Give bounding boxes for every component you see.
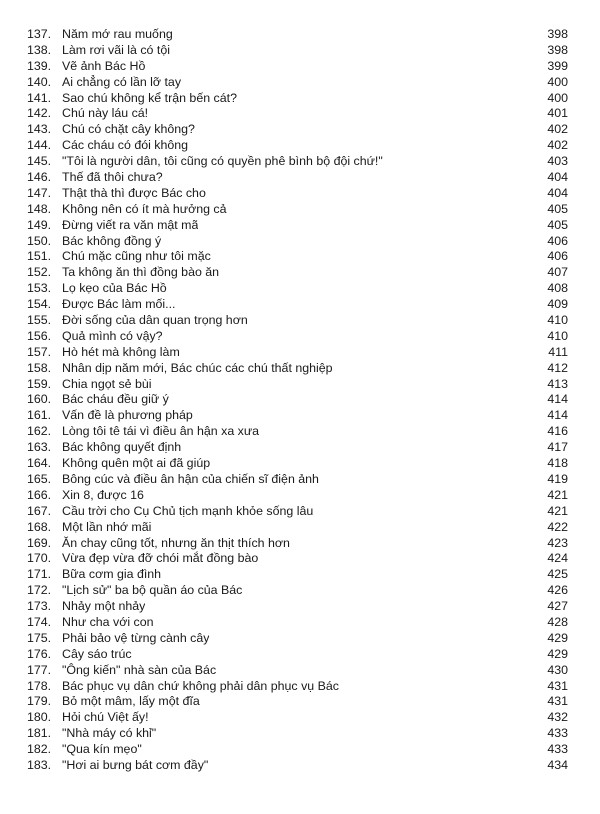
toc-entry xyxy=(0,249,600,265)
entry-page-number: 419 xyxy=(547,471,568,486)
entry-number: 141. xyxy=(27,90,52,105)
entry-number: 152. xyxy=(27,265,52,280)
entry-number: 148. xyxy=(27,201,52,216)
entry-title: "Tôi là người dân, tôi cũng có quyền phê bình bộ đội chứ!" xyxy=(62,154,383,169)
entry-number: 161. xyxy=(27,408,52,423)
entry-title: Xin 8, được 16 xyxy=(62,487,144,502)
entry-page-number: 413 xyxy=(547,376,568,391)
entry-page-number: 426 xyxy=(547,583,568,598)
entry-title: Bông cúc và điều ân hận của chiến sĩ điện ảnh xyxy=(62,471,319,486)
entry-number: 147. xyxy=(27,185,52,200)
entry-title: Hỏi chú Việt ấy! xyxy=(62,710,149,725)
entry-number: 171. xyxy=(27,567,52,582)
entry-number: 172. xyxy=(27,583,52,598)
entry-title: Đời sống của dân quan trọng hơn xyxy=(62,313,248,328)
entry-number: 139. xyxy=(27,58,52,73)
entry-page-number: 417 xyxy=(547,440,568,455)
entry-page-number: 424 xyxy=(547,551,568,566)
entry-page-number: 418 xyxy=(547,456,568,471)
entry-title: Bác phục vụ dân chứ không phải dân phục vụ Bác xyxy=(62,678,339,693)
entry-title: Lọ kẹo của Bác Hồ xyxy=(62,281,167,296)
entry-page-number: 412 xyxy=(547,360,568,375)
entry-number: 159. xyxy=(27,376,52,391)
toc-entry xyxy=(0,265,600,281)
entry-page-number: 398 xyxy=(547,42,568,57)
entry-page-number: 405 xyxy=(547,217,568,232)
entry-number: 166. xyxy=(27,487,52,502)
entry-number: 178. xyxy=(27,678,52,693)
toc-entry xyxy=(0,234,600,250)
toc-entry xyxy=(0,313,600,329)
toc-entry xyxy=(0,758,600,774)
entry-title: "Nhà máy có khỉ" xyxy=(62,726,157,741)
toc-entry xyxy=(0,106,600,122)
entry-number: 150. xyxy=(27,233,52,248)
entry-number: 158. xyxy=(27,360,52,375)
entry-number: 146. xyxy=(27,170,52,185)
entry-title: Được Bác làm mối... xyxy=(62,297,176,312)
entry-page-number: 404 xyxy=(547,170,568,185)
entry-title: Chú có chặt cây không? xyxy=(62,122,195,137)
entry-title: Năm mớ rau muống xyxy=(62,27,173,41)
entry-title: Nhảy một nhảy xyxy=(62,599,146,614)
entry-title: Ăn chay cũng tốt, nhưng ăn thịt thích hơn xyxy=(62,535,290,550)
toc-entry xyxy=(0,27,600,43)
entry-title: Hò hét mà không làm xyxy=(62,344,180,359)
entry-number: 160. xyxy=(27,392,52,407)
entry-page-number: 414 xyxy=(547,392,568,407)
entry-title: Chia ngọt sẻ bùi xyxy=(62,376,152,391)
toc-entry xyxy=(0,742,600,758)
entry-page-number: 398 xyxy=(547,27,568,41)
entry-title: Vấn đề là phương pháp xyxy=(62,408,193,423)
entry-title: Bác cháu đều giữ ý xyxy=(62,392,169,407)
entry-page-number: 411 xyxy=(548,344,568,359)
entry-number: 176. xyxy=(27,646,52,661)
entry-number: 138. xyxy=(27,42,52,57)
entry-page-number: 408 xyxy=(547,281,568,296)
entry-number: 168. xyxy=(27,519,52,534)
entry-page-number: 410 xyxy=(547,328,568,343)
entry-number: 143. xyxy=(27,122,52,137)
toc-entry xyxy=(0,424,600,440)
toc-entry xyxy=(0,218,600,234)
toc-entry xyxy=(0,377,600,393)
toc-entry xyxy=(0,329,600,345)
entry-page-number: 421 xyxy=(547,487,568,502)
entry-number: 140. xyxy=(27,74,52,89)
entry-number: 137. xyxy=(27,27,52,41)
entry-page-number: 423 xyxy=(547,535,568,550)
entry-number: 165. xyxy=(27,471,52,486)
entry-number: 167. xyxy=(27,503,52,518)
entry-title: Sao chú không kể trận bến cát? xyxy=(62,90,237,105)
entry-title: Lòng tôi tê tái vì điều ân hận xa xưa xyxy=(62,424,260,439)
entry-number: 181. xyxy=(27,726,52,741)
entry-page-number: 409 xyxy=(547,297,568,312)
toc-entry xyxy=(0,43,600,59)
entry-title: "Lịch sử" ba bộ quần áo của Bác xyxy=(62,583,243,598)
toc-entry xyxy=(0,170,600,186)
toc-entry xyxy=(0,710,600,726)
toc-entry xyxy=(0,631,600,647)
entry-number: 157. xyxy=(27,344,52,359)
toc-entry xyxy=(0,647,600,663)
entry-title: Các cháu có đói không xyxy=(62,138,189,153)
entry-title: "Hơi ai bưng bát cơm đầy" xyxy=(62,757,209,772)
toc-entry xyxy=(0,138,600,154)
entry-page-number: 416 xyxy=(547,424,568,439)
entry-title: Chú mặc cũng như tôi mặc xyxy=(62,249,211,264)
toc-entry xyxy=(0,679,600,695)
entry-number: 142. xyxy=(27,106,52,121)
toc-entry xyxy=(0,59,600,75)
entry-number: 153. xyxy=(27,281,52,296)
entry-number: 173. xyxy=(27,599,52,614)
entry-page-number: 401 xyxy=(547,106,568,121)
entry-title: Vừa đẹp vừa đỡ chói mắt đồng bào xyxy=(62,551,259,566)
entry-number: 156. xyxy=(27,328,52,343)
entry-title: Đừng viết ra văn mật mã xyxy=(62,217,199,232)
entry-number: 163. xyxy=(27,440,52,455)
entry-page-number: 422 xyxy=(547,519,568,534)
entry-number: 179. xyxy=(27,694,52,709)
entry-page-number: 406 xyxy=(547,249,568,264)
entry-page-number: 429 xyxy=(547,646,568,661)
entry-title: Một lần nhớ mãi xyxy=(62,519,152,534)
entry-page-number: 430 xyxy=(547,662,568,677)
entry-page-number: 402 xyxy=(547,122,568,137)
entry-page-number: 406 xyxy=(547,233,568,248)
toc-entry xyxy=(0,504,600,520)
entry-title: Không quên một ai đã giúp xyxy=(62,456,211,471)
toc-entry xyxy=(0,456,600,472)
entry-number: 162. xyxy=(27,424,52,439)
entry-number: 180. xyxy=(27,710,52,725)
entry-number: 149. xyxy=(27,217,52,232)
entry-title: Cầu trời cho Cụ Chủ tịch mạnh khỏe sống lâu xyxy=(62,503,314,518)
toc-entry xyxy=(0,122,600,138)
entry-number: 164. xyxy=(27,456,52,471)
entry-number: 155. xyxy=(27,313,52,328)
entry-page-number: 403 xyxy=(547,154,568,169)
toc-entry xyxy=(0,551,600,567)
toc-entry xyxy=(0,615,600,631)
entry-title: Cây sáo trúc xyxy=(62,646,132,661)
entry-title: Thật thà thì được Bác cho xyxy=(62,185,206,200)
entry-number: 183. xyxy=(27,757,52,772)
entry-title: Phải bảo vệ từng cành cây xyxy=(62,630,210,645)
entry-title: Thế đã thôi chưa? xyxy=(62,170,163,185)
toc-entry xyxy=(0,186,600,202)
entry-page-number: 402 xyxy=(547,138,568,153)
entry-page-number: 434 xyxy=(547,757,568,772)
toc-entry xyxy=(0,726,600,742)
entry-page-number: 425 xyxy=(547,567,568,582)
entry-page-number: 433 xyxy=(547,726,568,741)
entry-number: 154. xyxy=(27,297,52,312)
toc-entry xyxy=(0,488,600,504)
entry-title: Không nên có ít mà hưởng cả xyxy=(62,201,227,216)
entry-title: Vẽ ảnh Bác Hồ xyxy=(62,58,146,73)
toc-entry xyxy=(0,599,600,615)
entry-title: Ai chẳng có lần lỡ tay xyxy=(62,74,182,89)
entry-title: "Ông kiến" nhà sàn của Bác xyxy=(62,662,217,677)
entry-number: 182. xyxy=(27,742,52,757)
entry-title: "Qua kín mẹo" xyxy=(62,742,142,757)
toc-entry xyxy=(0,297,600,313)
entry-title: Nhân dịp năm mới, Bác chúc các chú thất nghiệp xyxy=(62,360,333,375)
toc-entry xyxy=(0,361,600,377)
entry-page-number: 433 xyxy=(547,742,568,757)
toc-entry xyxy=(0,583,600,599)
toc-entry xyxy=(0,75,600,91)
toc-entry xyxy=(0,202,600,218)
entry-title: Bỏ một mâm, lấy một đĩa xyxy=(62,694,200,709)
toc-entry xyxy=(0,154,600,170)
toc-entry xyxy=(0,392,600,408)
toc-entry xyxy=(0,536,600,552)
entry-number: 175. xyxy=(27,630,52,645)
toc-entry xyxy=(0,567,600,583)
entry-number: 144. xyxy=(27,138,52,153)
entry-page-number: 427 xyxy=(547,599,568,614)
entry-number: 177. xyxy=(27,662,52,677)
table-of-contents xyxy=(0,27,600,774)
entry-number: 151. xyxy=(27,249,52,264)
toc-entry xyxy=(0,345,600,361)
entry-page-number: 431 xyxy=(547,678,568,693)
entry-number: 169. xyxy=(27,535,52,550)
toc-entry xyxy=(0,440,600,456)
entry-number: 170. xyxy=(27,551,52,566)
entry-page-number: 405 xyxy=(547,201,568,216)
entry-page-number: 399 xyxy=(547,58,568,73)
toc-entry xyxy=(0,91,600,107)
entry-page-number: 421 xyxy=(547,503,568,518)
entry-title: Ta không ăn thì đồng bào ăn xyxy=(62,265,220,280)
entry-page-number: 410 xyxy=(547,313,568,328)
entry-page-number: 431 xyxy=(547,694,568,709)
toc-entry xyxy=(0,472,600,488)
entry-title: Bác không quyết định xyxy=(62,440,182,455)
toc-entry xyxy=(0,281,600,297)
entry-page-number: 432 xyxy=(547,710,568,725)
entry-title: Chú này láu cá! xyxy=(62,106,149,121)
entry-title: Như cha với con xyxy=(62,614,154,629)
entry-title: Bữa cơm gia đình xyxy=(62,567,162,582)
entry-page-number: 429 xyxy=(547,630,568,645)
toc-entry xyxy=(0,694,600,710)
toc-entry xyxy=(0,663,600,679)
entry-page-number: 400 xyxy=(547,74,568,89)
entry-title: Bác không đồng ý xyxy=(62,233,162,248)
toc-entry xyxy=(0,408,600,424)
entry-title: Quả mình có vậy? xyxy=(62,328,163,343)
entry-page-number: 414 xyxy=(547,408,568,423)
entry-page-number: 400 xyxy=(547,90,568,105)
entry-number: 174. xyxy=(27,614,52,629)
toc-entry xyxy=(0,520,600,536)
entry-title: Làm rơi vãi là có tội xyxy=(62,42,170,57)
entry-number: 145. xyxy=(27,154,52,169)
entry-page-number: 407 xyxy=(547,265,568,280)
entry-page-number: 428 xyxy=(547,614,568,629)
entry-page-number: 404 xyxy=(547,185,568,200)
